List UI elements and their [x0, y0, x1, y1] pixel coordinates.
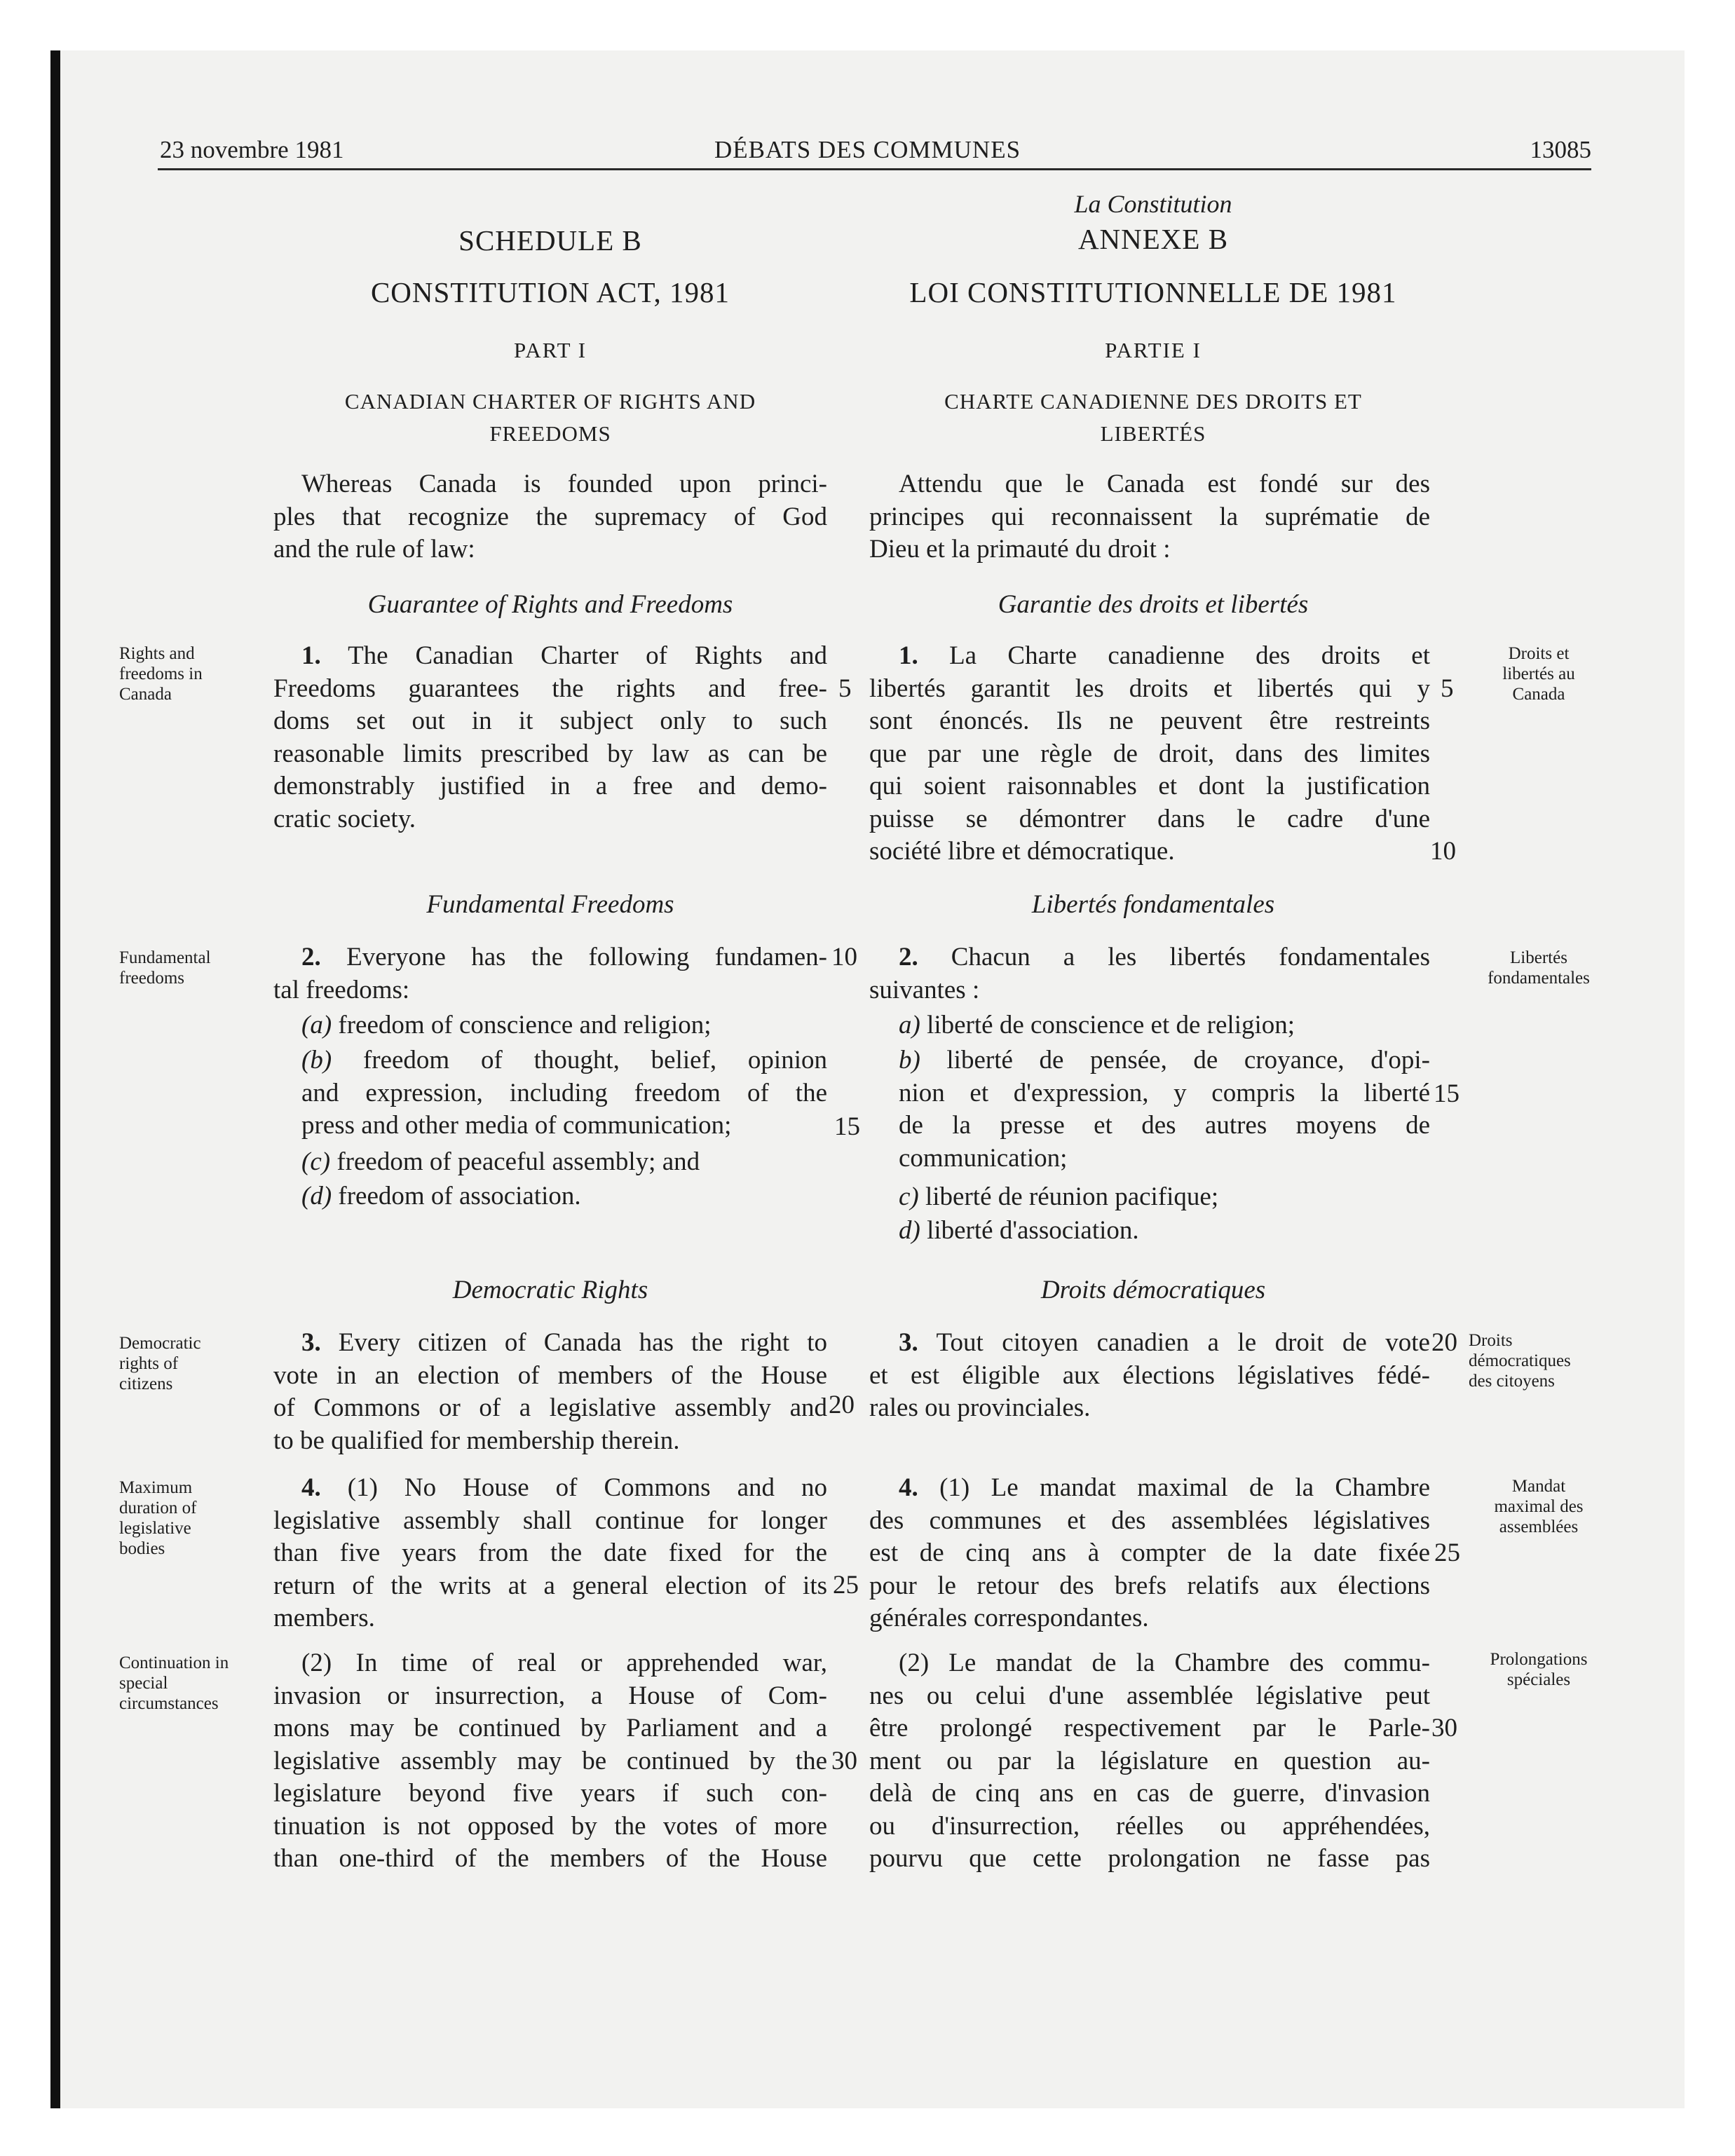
- heading-fundamental-en: Fundamental Freedoms: [426, 890, 674, 919]
- clause-2b-fr: b) liberté de pensée, de croyance, d'opi- nion et d'expression, y compris la liberté de la presse et des autres moyens de communication;: [899, 1046, 1430, 1173]
- line-number-15-en: 15: [834, 1112, 860, 1141]
- header-page-number: 13085: [1530, 136, 1591, 163]
- schedule-title-en: SCHEDULE B: [458, 224, 642, 257]
- heading-democratic-en: Democratic Rights: [452, 1276, 648, 1304]
- section-1-fr: 1. La Charte canadienne des droits et libertés garantit les droits et libertés qui y sont énoncés. Ils ne peuvent être restreints que par une règle de droit, dans des limites qui soient raisonnables et dont la justification puisse se démontrer dans le cadre d'une société libre et démocratique.: [869, 641, 1431, 866]
- line-number-25-en: 25: [833, 1571, 859, 1599]
- header-date: 23 novembre 1981: [160, 136, 344, 163]
- margin-note-maximum-en: Maximum duration of legislative bodies: [119, 1478, 197, 1558]
- clause-2c-en: (c) freedom of peaceful assembly; and: [301, 1147, 700, 1176]
- line-number-10-fr: 10: [1430, 837, 1456, 866]
- line-number-30-fr: 30: [1431, 1714, 1457, 1742]
- margin-note-rights-fr: Droits et libertés au Canada: [1502, 644, 1575, 704]
- heading-guarantee-en: Guarantee of Rights and Freedoms: [367, 590, 733, 619]
- margin-note-fundamental-fr: Libertés fondamentales: [1488, 948, 1590, 988]
- margin-note-democratic-fr: Droits démocratiques des citoyens: [1469, 1331, 1571, 1391]
- part-title-fr: PARTIE I: [1105, 338, 1202, 362]
- line-number-5-fr: 5: [1441, 674, 1454, 703]
- line-number-25-fr: 25: [1434, 1538, 1460, 1567]
- schedule-title-fr: ANNEXE B: [1077, 223, 1229, 255]
- clause-2a-fr: a) liberté de conscience et de religion;: [899, 1011, 1295, 1039]
- section-4-2-fr: (2) Le mandat de la Chambre des commu- nes ou celui d'une assemblée législative peut être prolongé respectivement par le Parle- ment ou par la législature en question au- delà de cinq ans en cas de guerre, d'invasion ou d'insurrection, réelles ou appréhendées, pourvu que cette prolongation ne fasse pas: [869, 1649, 1430, 1873]
- margin-note-fundamental-en: Fundamental freedoms: [119, 948, 211, 988]
- preamble-fr: Attendu que le Canada est fondé sur des principes qui reconnaissent la suprématie de Dieu et la primauté du droit :: [869, 470, 1430, 564]
- section-3-fr: 3. Tout citoyen canadien a le droit de vote et est éligible aux élections législatives fédé- rales ou provinciales.: [869, 1328, 1430, 1422]
- line-number-15-fr: 15: [1434, 1079, 1460, 1108]
- header-title: DÉBATS DES COMMUNES: [714, 136, 1021, 163]
- section-4-2-en: (2) In time of real or apprehended war, invasion or insurrection, a House of Com- mons may be continued by Parliament and a legislative assembly may be continued by the legislature beyond five years if such con- tinuation is not opposed by the votes of more than one-third of the members of the House: [273, 1649, 827, 1873]
- charter-title-en: CANADIAN CHARTER OF RIGHTS AND FREEDOMS: [344, 389, 756, 446]
- section-2-en: 2. Everyone has the following fundamen- tal freedoms:: [273, 943, 827, 1004]
- margin-note-continuation-en: Continuation in special circumstances: [119, 1653, 229, 1713]
- section-3-en: 3. Every citizen of Canada has the right to vote in an election of members of the House of Commons or of a legislative assembly and to be qualified for membership therein.: [273, 1328, 827, 1455]
- charter-title-fr: CHARTE CANADIENNE DES DROITS ET LIBERTÉS: [944, 389, 1362, 446]
- clause-2d-fr: d) liberté d'association.: [899, 1216, 1139, 1245]
- heading-fundamental-fr: Libertés fondamentales: [1031, 890, 1275, 919]
- act-title-en: CONSTITUTION ACT, 1981: [370, 276, 730, 308]
- section-label: La Constitution: [1074, 190, 1232, 218]
- margin-note-maximum-fr: Mandat maximal des assemblées: [1494, 1477, 1584, 1536]
- line-number-30-en: 30: [831, 1747, 857, 1775]
- line-number-20-en: 20: [829, 1391, 855, 1419]
- part-title-en: PART I: [513, 338, 587, 362]
- clause-2b-en: (b) freedom of thought, belief, opinion and expression, including freedom of the press and other media of communication;: [301, 1046, 827, 1140]
- section-1-en: 1. The Canadian Charter of Rights and Freedoms guarantees the rights and free- doms set out in it subject only to such reasonable limits prescribed by law as can be demonstrably justified in a free and demo- cratic society.: [273, 641, 827, 833]
- clause-2c-fr: c) liberté de réunion pacifique;: [899, 1182, 1219, 1211]
- margin-note-continuation-fr: Prolongations spéciales: [1490, 1650, 1588, 1689]
- line-number-20-fr: 20: [1431, 1328, 1457, 1357]
- margin-note-democratic-en: Democratic rights of citizens: [119, 1334, 201, 1393]
- scan-edge-shadow: [50, 50, 60, 2108]
- line-number-5-en: 5: [838, 674, 852, 703]
- heading-democratic-fr: Droits démocratiques: [1040, 1276, 1266, 1304]
- section-4-1-en: 4. (1) No House of Commons and no legislative assembly shall continue for longer than five years from the date fixed for the return of the writs at a general election of its members.: [273, 1473, 827, 1632]
- clause-2a-en: (a) freedom of conscience and religion;: [301, 1011, 712, 1039]
- margin-note-rights-en: Rights and freedoms in Canada: [119, 644, 203, 704]
- preamble-en: Whereas Canada is founded upon princi- ples that recognize the supremacy of God and the rule of law:: [273, 470, 827, 564]
- line-number-10-en: 10: [831, 943, 857, 971]
- heading-guarantee-fr: Garantie des droits et libertés: [998, 590, 1309, 619]
- clause-2d-en: (d) freedom of association.: [301, 1182, 581, 1210]
- header-rule: [158, 168, 1591, 170]
- section-4-1-fr: 4. (1) Le mandat maximal de la Chambre des communes et des assemblées législatives est de cinq ans à compter de la date fixée pour le retour des brefs relatifs aux élections générales correspondantes.: [869, 1473, 1430, 1632]
- act-title-fr: LOI CONSTITUTIONNELLE DE 1981: [909, 276, 1397, 308]
- section-2-fr: 2. Chacun a les libertés fondamentales suivantes :: [869, 943, 1431, 1004]
